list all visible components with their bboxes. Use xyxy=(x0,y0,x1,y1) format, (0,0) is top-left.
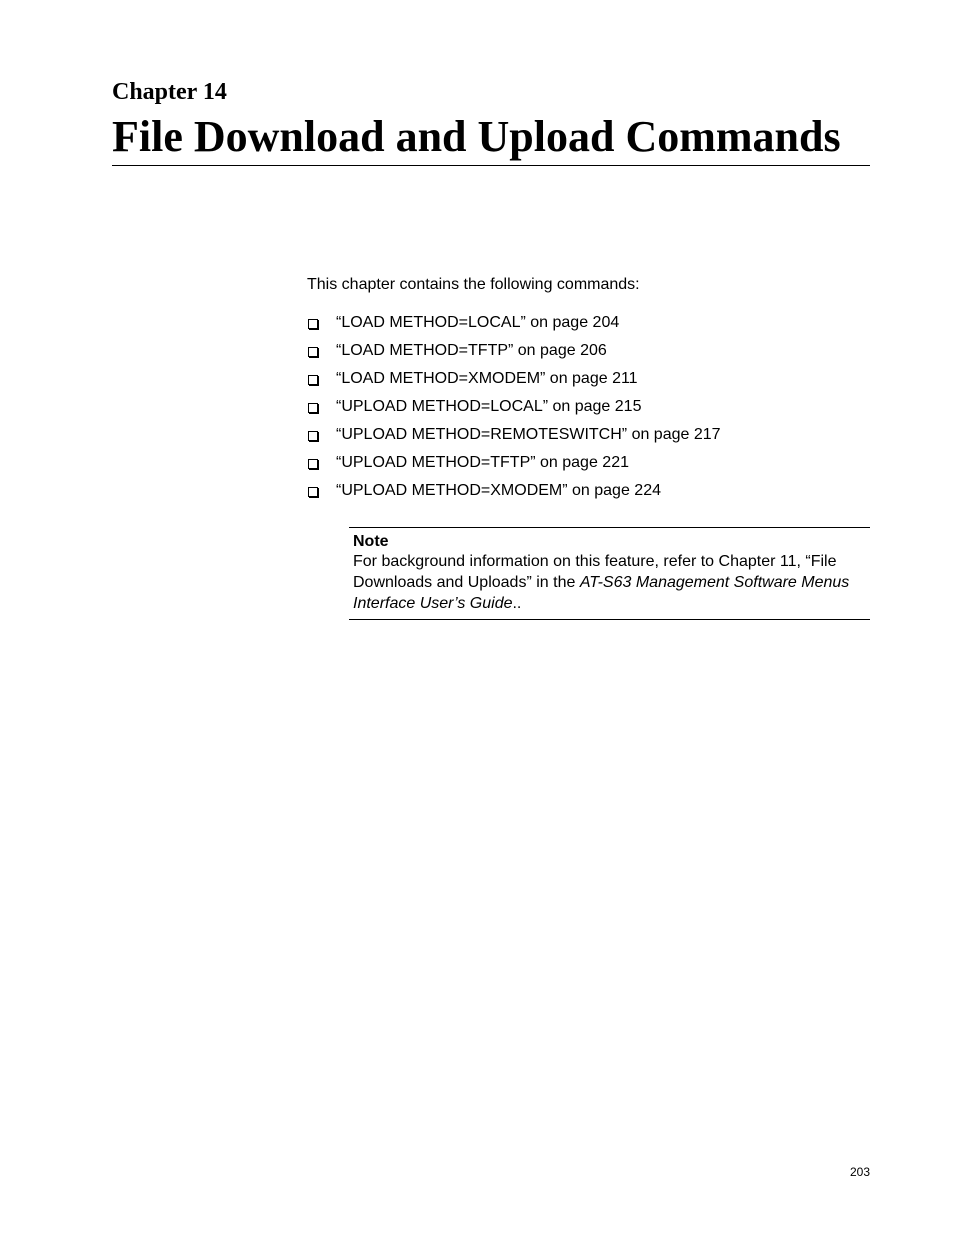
checkbox-bullet-icon xyxy=(308,375,318,385)
command-link[interactable]: “UPLOAD METHOD=XMODEM” on page 224 xyxy=(336,482,661,499)
note-text-after: .. xyxy=(512,595,522,612)
intro-text: This chapter contains the following commands: xyxy=(307,276,640,293)
command-link[interactable]: “LOAD METHOD=LOCAL” on page 204 xyxy=(336,314,620,331)
list-item[interactable] xyxy=(307,341,721,369)
note-text-before: For background information on this feature, refer to Chapter 11, “File Downloads and Uploads” in the xyxy=(353,553,837,591)
note-label: Note xyxy=(353,533,389,550)
page-number: 203 xyxy=(849,1165,870,1179)
list-item[interactable] xyxy=(307,453,721,481)
checkbox-bullet-icon xyxy=(308,403,318,413)
command-link[interactable]: “LOAD METHOD=XMODEM” on page 211 xyxy=(336,370,638,387)
command-link[interactable]: “LOAD METHOD=TFTP” on page 206 xyxy=(336,342,607,359)
list-item[interactable] xyxy=(307,481,721,509)
list-item[interactable] xyxy=(307,425,721,453)
title-divider xyxy=(112,165,870,166)
checkbox-bullet-icon xyxy=(308,319,318,329)
chapter-title: File Download and Upload Commands xyxy=(112,112,841,161)
note-book-title: AT-S63 Management Software Menus Interface User’s Guide xyxy=(353,574,850,612)
note-box xyxy=(349,527,870,620)
note-text xyxy=(353,551,869,614)
checkbox-bullet-icon xyxy=(308,347,318,357)
checkbox-bullet-icon xyxy=(308,459,318,469)
command-link[interactable]: “UPLOAD METHOD=TFTP” on page 221 xyxy=(336,454,629,471)
command-link[interactable]: “UPLOAD METHOD=LOCAL” on page 215 xyxy=(336,398,642,415)
checkbox-bullet-icon xyxy=(308,431,318,441)
checkbox-bullet-icon xyxy=(308,487,318,497)
list-item[interactable] xyxy=(307,369,721,397)
list-item[interactable] xyxy=(307,397,721,425)
chapter-label: Chapter 14 xyxy=(112,79,227,105)
command-link[interactable]: “UPLOAD METHOD=REMOTESWITCH” on page 217 xyxy=(336,426,721,443)
command-list xyxy=(307,313,721,509)
list-item[interactable] xyxy=(307,313,721,341)
